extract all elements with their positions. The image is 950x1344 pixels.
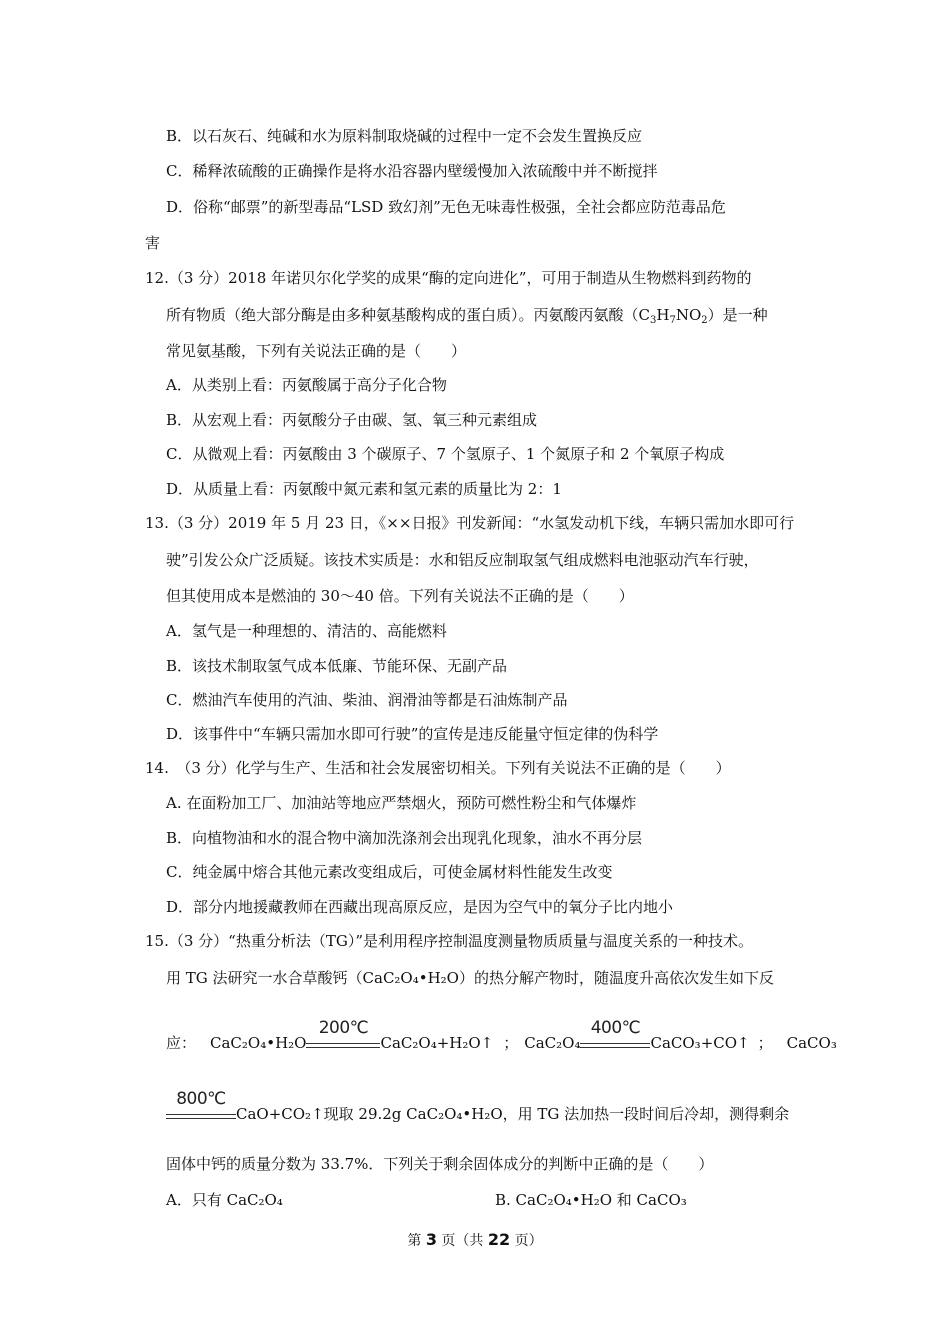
q15-option-a: A．只有 CaC₂O₄ (166, 1191, 283, 1209)
q12-option-a: A．从类别上看：丙氨酸属于高分子化合物 (166, 376, 447, 394)
q14-option-c: C．纯金属中熔合其他元素改变组成后，可使金属材料性能发生改变 (166, 863, 613, 881)
q14-option-d: D．部分内地援藏教师在西藏出现高原反应，是因为空气中的氧分子比内地小 (166, 898, 674, 916)
q15-reaction-line2 (166, 1089, 790, 1124)
q15-stem-line2: 用 TG 法研究一水合草酸钙（CaC₂O₄•H₂O）的热分解产物时，随温度升高依次发生如下反 (166, 969, 774, 987)
page-number: 3 (425, 1230, 437, 1249)
q12-stem-line1: 12.（3 分）2018 年诺贝尔化学奖的成果“酶的定向进化”，可用于制造从生物燃料到药物的 (145, 269, 752, 287)
q12-stem-text-b: H (656, 306, 670, 324)
condition-label: 800℃ (176, 1089, 226, 1109)
q12-stem-text-d: ）是一种 (707, 306, 768, 324)
q13-stem-line3: 但其使用成本是燃油的 30～40 倍。下列有关说法不正确的是（ ） (166, 587, 634, 605)
reaction2-reactant: CaC₂O₄ (524, 1034, 581, 1052)
q13-option-c: C．燃油汽车使用的汽油、柴油、润滑油等都是石油炼制产品 (166, 691, 568, 709)
sub: 7 (669, 315, 676, 326)
equals-sign (306, 1043, 380, 1048)
q14-option-a: A. 在面粉加工厂、加油站等地应严禁烟火，预防可燃性粉尘和气体爆炸 (166, 794, 637, 812)
reaction1-product: CaC₂O₄+H₂O↑ (380, 1034, 494, 1052)
q12-option-d: D．从质量上看：丙氨酸中氮元素和氢元素的质量比为 2：1 (166, 480, 562, 498)
page-footer (0, 1230, 950, 1250)
q15-reaction-line (166, 1018, 837, 1053)
q12-stem-text-a: 所有物质（绝大部分酶是由多种氨基酸构成的蛋白质）。丙氨酸丙氨酸（C (166, 306, 650, 324)
q14-option-b: B．向植物油和水的混合物中滴加洗涤剂会出现乳化现象，油水不再分层 (166, 829, 643, 847)
reaction3-product: CaO+CO₂↑现取 29.2g CaC₂O₄•H₂O，用 TG 法加热一段时间后冷却，测得剩余 (236, 1105, 790, 1123)
footer-text: 页（共 (436, 1233, 488, 1249)
separator: ； (503, 1034, 519, 1052)
sub: 2 (701, 315, 708, 326)
sub: 3 (649, 315, 657, 326)
q15-option-b: B. CaC₂O₄•H₂O 和 CaCO₃ (495, 1191, 687, 1209)
q13-option-b: B．该技术制取氢气成本低廉、节能环保、无副产品 (166, 657, 508, 675)
q12-option-b: B．从宏观上看：丙氨酸分子由碳、氢、氧三种元素组成 (166, 411, 538, 429)
q12-stem-line2 (166, 305, 768, 325)
footer-text: 页） (510, 1233, 543, 1249)
q13-option-a: A．氢气是一种理想的、清洁的、高能燃料 (166, 622, 447, 640)
equals-sign (580, 1043, 650, 1048)
separator: ； (757, 1034, 773, 1052)
reaction3-condition (166, 1089, 236, 1119)
reaction-prefix: 应： (166, 1034, 197, 1052)
q13-stem-line1: 13.（3 分）2019 年 5 月 23 日，《××日报》刊发新闻：“水氢发动机下线，车辆只需加水即可行 (145, 514, 795, 532)
q13-option-d: D．该事件中“车辆只需加水即可行驶”的宣传是违反能量守恒定律的伪科学 (166, 725, 659, 743)
reaction2-condition (580, 1018, 650, 1048)
q12-option-c: C．从微观上看：丙氨酸由 3 个碳原子、7 个氢原子、1 个氮原子和 2 个氧原子构成 (166, 445, 725, 463)
reaction3-reactant: CaCO₃ (786, 1034, 837, 1052)
footer-text: 第 (407, 1233, 426, 1249)
q14-stem: 14. （3 分）化学与生产、生活和社会发展密切相关。下列有关说法不正确的是（ ） (145, 759, 731, 777)
reaction2-product: CaCO₃+CO↑ (650, 1034, 750, 1052)
q12-stem-line3: 常见氨基酸，下列有关说法正确的是（ ） (166, 342, 467, 360)
equals-sign (166, 1114, 236, 1119)
q11-option-d: D．俗称“邮票”的新型毒品“LSD 致幻剂”无色无味毒性极强，全社会都应防范毒品危 (166, 198, 726, 216)
q15-stem-line5: 固体中钙的质量分数为 33.7%．下列关于剩余固体成分的判断中正确的是（ ） (166, 1155, 714, 1173)
q11-option-b: B．以石灰石、纯碱和水为原料制取烧碱的过程中一定不会发生置换反应 (166, 127, 643, 145)
total-pages: 22 (487, 1230, 511, 1249)
reaction1-condition (306, 1018, 380, 1048)
q11-option-d-cont: 害 (145, 234, 161, 252)
condition-label: 400℃ (590, 1018, 641, 1038)
q15-stem-line1: 15.（3 分）“热重分析法（TG）”是利用程序控制温度测量物质质量与温度关系的一种技术。 (145, 932, 753, 950)
q13-stem-line2: 驶”引发公众广泛质疑。该技术实质是：水和铝反应制取氢气组成燃料电池驱动汽车行驶， (166, 551, 759, 569)
reaction1-reactant: CaC₂O₄•H₂O (210, 1034, 307, 1052)
condition-label: 200℃ (318, 1018, 369, 1038)
q12-stem-text-c: NO (675, 306, 702, 324)
q11-option-c: C．稀释浓硫酸的正确操作是将水沿容器内壁缓慢加入浓硫酸中并不断搅拌 (166, 162, 658, 180)
